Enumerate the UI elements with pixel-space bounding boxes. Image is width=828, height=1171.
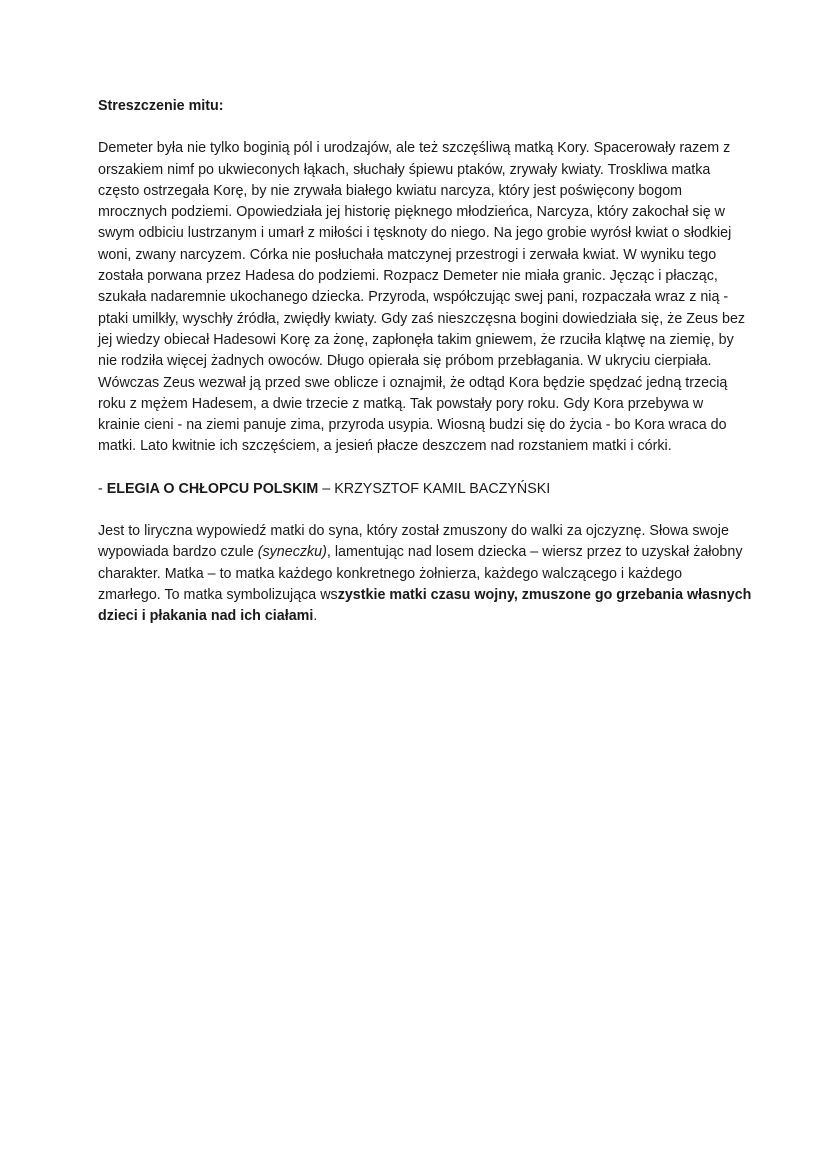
text-line: matki. Lato kwitnie ich szczęściem, a jesień płacze deszczem nad rozstaniem matki i córki. [98, 438, 672, 455]
text-line: mrocznych podziemi. Opowiedziała jej historię pięknego młodzieńca, Narcyza, który zakochał się w [98, 204, 725, 221]
text-line [98, 606, 738, 627]
text-line: krainie cieni - na ziemi panuje zima, przyroda usypia. Wiosną budzi się do życia - bo Kora wraca do [98, 417, 727, 434]
text-line: swym odbiciu lustrzanym i umarł z miłości i tęsknoty do niego. Na jego grobie wyrósł kwiat o słodkiej [98, 225, 732, 242]
text-run: , lamentując nad losem dziecka – wiersz przez to uzyskał żałobny [326, 544, 743, 561]
text-line [98, 585, 752, 606]
text-line: Jest to liryczna wypowiedź matki do syna, który został zmuszony do walki za ojczyznę. Słowa swoje [98, 523, 729, 540]
text-line: Demeter była nie tylko boginią pól i urodzajów, ale też szczęśliwą matką Kory. Spacerowały razem z [98, 140, 731, 157]
document-page [98, 96, 752, 628]
text-line: ptaki umilkły, wyschły źródła, zwiędły kwiaty. Gdy zaś nieszczęsna bogini dowiedziała się, że Zeus bez [98, 310, 746, 327]
text-line: często ostrzegała Korę, by nie zrywała białego kwiatu narcyza, który jest poświęcony bogom [98, 182, 683, 199]
italic-word: (syneczku) [257, 544, 327, 561]
bold-run: zystkie matki czasu wojny, zmuszone go grzebania własnych [337, 586, 752, 603]
text-line: orszakiem nimf po ukwieconych łąkach, słuchały śpiewu ptaków, zrywały kwiaty. Troskliwa matka [98, 161, 711, 178]
text-line: Wówczas Zeus wezwał ją przed swe oblicze i oznajmił, że odtąd Kora będzie spędzać jedną trzecią [98, 374, 728, 391]
text-line: została porwana przez Hadesa do podziemi. Rozpacz Demeter nie miała granic. Jęcząc i płacząc, [98, 268, 718, 285]
text-run: wypowiada bardzo czule [98, 544, 258, 561]
text-line: nie rodziła więcej żadnych owoców. Długo opierała się próbom przebłagania. W ukryciu cierpiała. [98, 353, 712, 370]
poem-title: ELEGIA O CHŁOPCU POLSKIM [106, 480, 319, 497]
myth-summary-paragraph [98, 138, 746, 457]
bold-run: dzieci i płakania nad ich ciałami [98, 608, 314, 625]
poem-description-paragraph [98, 521, 752, 627]
text-line: roku z mężem Hadesem, a dwie trzecie z matką. Tak powstały pory roku. Gdy Kora przebywa w [98, 395, 704, 412]
poem-author: KRZYSZTOF KAMIL BACZYŃSKI [334, 480, 551, 497]
text-run: zmarłego. To matka symbolizująca ws [98, 586, 338, 603]
text-line [98, 542, 743, 563]
text-line: woni, zwany narcyzem. Córka nie posłuchała matczynej przestrogi i zerwała kwiat. W wyniku tego [98, 246, 717, 263]
myth-summary-heading: Streszczenie mitu: [98, 98, 224, 114]
poem-section-title [98, 479, 738, 500]
text-line: szukała nadaremnie ukochanego dziecka. Przyroda, współczując swej pani, rozpaczała wraz z nią - [98, 289, 729, 306]
text-line: charakter. Matka – to matka każdego konkretnego żołnierza, każdego walczącego i każdego [98, 565, 683, 582]
text-line: jej wiedzy obiecał Hadesowi Korę za żonę, zapłonęła takim gniewem, że rzuciła klątwę na ziemię, by [98, 331, 734, 348]
section-prefix: - [98, 480, 107, 497]
text-run: . [313, 608, 318, 625]
section-separator: – [318, 480, 335, 497]
